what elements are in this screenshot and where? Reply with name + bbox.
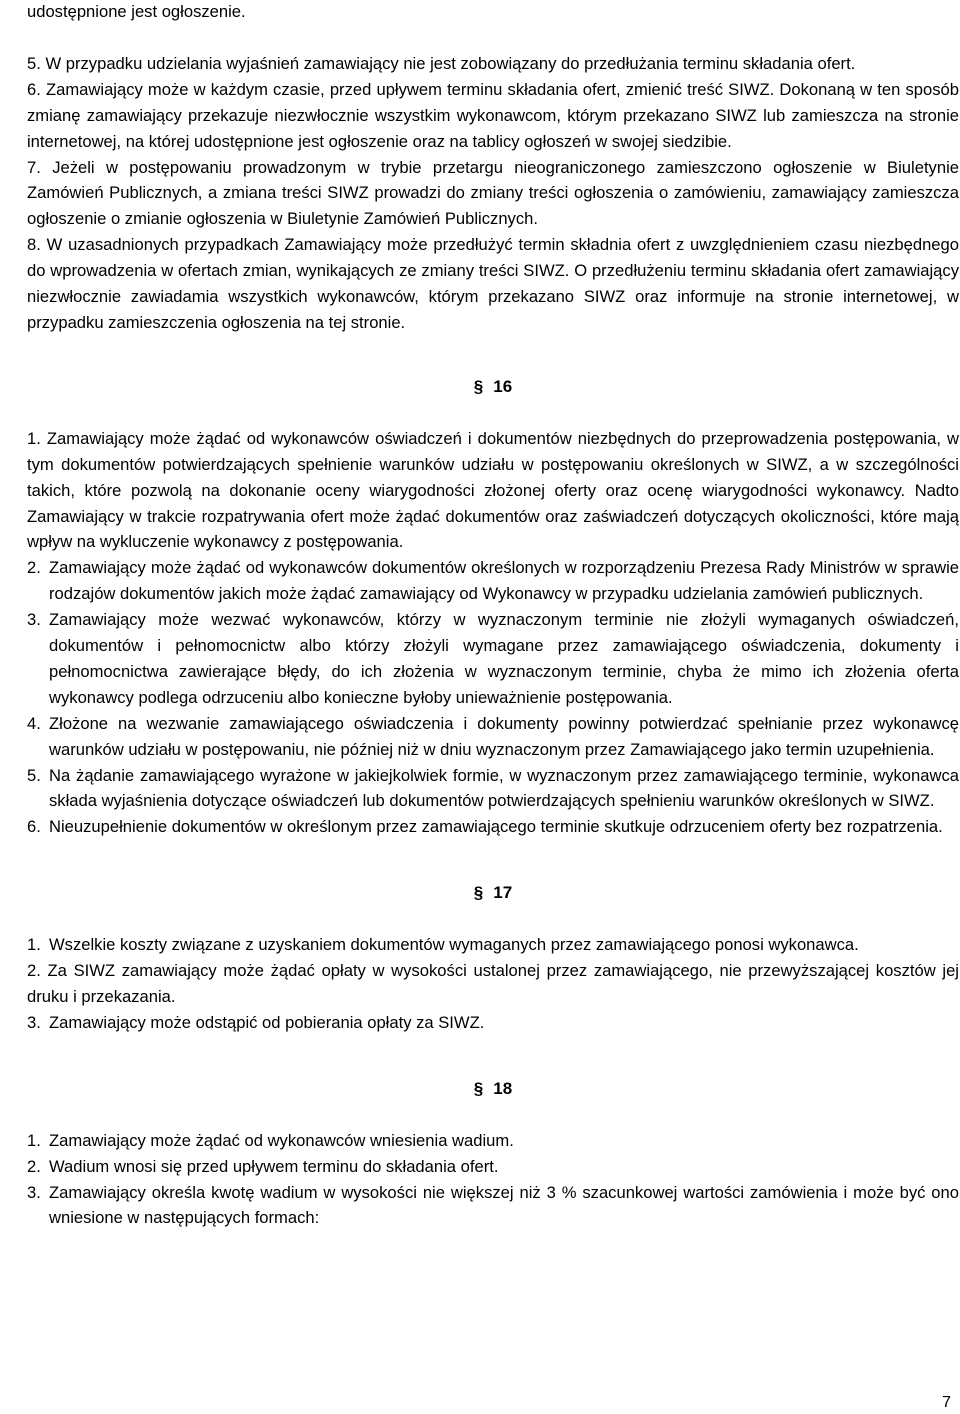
section-heading-18 bbox=[27, 1076, 959, 1102]
item-number: 6. bbox=[27, 79, 41, 99]
item-text: Wadium wnosi się przed upływem terminu do składania ofert. bbox=[49, 1156, 499, 1176]
spacer bbox=[27, 400, 959, 426]
item-number: 3. bbox=[27, 1012, 41, 1032]
item-text: Zamawiający może żądać od wykonawców oświadczeń i dokumentów niezbędnych do przeprowadzenia postępowania, w tym dokumentów potwierdzających spełnienie warunków udziału w postępowaniu określonych w SIWZ, a w szczególności takich, które pozwolą na dokonanie oceny wiarygodności złożonej oferty oraz ocenę wiarygodności wykonawcy. Nadto Zamawiający w trakcie rozpatrywania ofert może żądać dokumentów oraz zaświadczeń dotyczących okoliczności, które mają wpływ na wykluczenie wykonawcy z postępowania. bbox=[27, 428, 959, 552]
item-text: W uzasadnionych przypadkach Zamawiający może przedłużyć termin składnia ofert z uwzględnieniem czasu niezbędnego do wprowadzenia w ofertach zmian, wynikających ze zmiany treści SIWZ. O przedłużeniu terminu składania ofert zamawiający niezwłocznie zawiadamia wszystkich wykonawców, którym przekazano SIWZ oraz informuje na stronie internetowej, w przypadku zamieszczenia ogłoszenia na tej stronie. bbox=[27, 235, 959, 332]
block-changes bbox=[27, 51, 959, 336]
item-number: 1. bbox=[27, 1130, 41, 1150]
item-number: 5. bbox=[27, 765, 41, 785]
spacer bbox=[27, 1036, 959, 1076]
spacer bbox=[27, 840, 959, 880]
list-item bbox=[27, 711, 959, 763]
item-number: 5. bbox=[27, 53, 41, 73]
section-16-list bbox=[27, 426, 959, 841]
section-17-list bbox=[27, 932, 959, 1036]
item-number: 1. bbox=[27, 935, 41, 955]
list-item bbox=[27, 1128, 959, 1154]
list-item bbox=[27, 1154, 959, 1180]
item-number: 3. bbox=[27, 1182, 41, 1202]
item-text: Nieuzupełnienie dokumentów w określonym przez zamawiającego terminie skutkuje odrzuceniem oferty bez rozpatrzenia. bbox=[49, 817, 943, 837]
list-item bbox=[27, 932, 959, 958]
item-text: Zamawiający może żądać od wykonawców wniesienia wadium. bbox=[49, 1130, 514, 1150]
item-text: Zamawiający określa kwotę wadium w wysokości nie większej niż 3 % szacunkowej wartości zamówienia i może być ono wniesione w następujących formach: bbox=[49, 1182, 959, 1228]
item-number: 7. bbox=[27, 157, 41, 177]
spacer bbox=[27, 906, 959, 932]
section-18-list bbox=[27, 1128, 959, 1232]
item-text: W przypadku udzielania wyjaśnień zamawiający nie jest zobowiązany do przedłużania terminu składania ofert. bbox=[45, 53, 856, 73]
list-item bbox=[27, 77, 959, 155]
item-number: 8. bbox=[27, 235, 41, 255]
list-item bbox=[27, 1010, 959, 1036]
item-text: Zamawiający może wezwać wykonawców, którzy w wyznaczonym terminie nie złożyli wymaganych oświadczeń, dokumentów i pełnomocnictw albo którzy złożyli wymagane przez zamawiającego oświadczenia, dokumenty i pełnomocnictwa zawierające błędy, do ich złożenia w wyznaczonym terminie, chyba że mimo ich złożenia oferta wykonawcy podlega odrzuceniu albo konieczne byłoby unieważnienie postępowania. bbox=[49, 610, 959, 707]
list-item bbox=[27, 426, 959, 556]
item-text: Jeżeli w postępowaniu prowadzonym w trybie przetargu nieograniczonego zamieszczono ogłoszenie w Biuletynie Zamówień Publicznych, a zmiana treści SIWZ prowadzi do zmiany treści ogłoszenia o zamówieniu, zamawiający zamieszcza ogłoszenie o zmianie ogłoszenia w Biuletynie Zamówień Publicznych. bbox=[27, 157, 959, 229]
section-number: 18 bbox=[493, 1078, 513, 1098]
list-item bbox=[27, 1180, 959, 1232]
list-item bbox=[27, 814, 959, 840]
section-number: 16 bbox=[493, 376, 513, 396]
list-item bbox=[27, 607, 959, 711]
list-item bbox=[27, 958, 959, 1010]
item-number: 2. bbox=[27, 961, 41, 981]
item-number: 1. bbox=[27, 428, 41, 448]
list-item bbox=[27, 51, 959, 77]
paragraph-sign: § bbox=[473, 883, 484, 903]
item-text: Za SIWZ zamawiający może żądać opłaty w wysokości ustalonej przez zamawiającego, nie przewyższającej kosztów jej druku i przekazania. bbox=[27, 961, 959, 1006]
spacer bbox=[27, 336, 959, 374]
list-item bbox=[27, 232, 959, 336]
spacer bbox=[27, 25, 959, 51]
item-number: 2. bbox=[27, 558, 41, 578]
item-text: Zamawiający może odstąpić od pobierania opłaty za SIWZ. bbox=[49, 1012, 485, 1032]
paragraph-sign: § bbox=[473, 1078, 484, 1098]
section-heading-17 bbox=[27, 880, 959, 906]
item-text: Zamawiający może w każdym czasie, przed upływem terminu składania ofert, zmienić treść SIWZ. Dokonaną w ten sposób zmianę zamawiający przekazuje niezwłocznie wszystkim wykonawcom, którym przekazano SIWZ lub zamieszcza na stronie internetowej, na której udostępnione jest ogłoszenie oraz na tablicy ogłoszeń w swojej siedzibie. bbox=[27, 79, 959, 151]
list-item bbox=[27, 763, 959, 815]
list-item bbox=[27, 555, 959, 607]
paragraph-sign: § bbox=[473, 376, 484, 396]
spacer bbox=[27, 1102, 959, 1128]
item-number: 4. bbox=[27, 713, 41, 733]
section-heading-16 bbox=[27, 374, 959, 400]
page-number: 7 bbox=[942, 1394, 951, 1411]
item-number: 2. bbox=[27, 1156, 41, 1176]
section-number: 17 bbox=[493, 883, 513, 903]
item-text: Złożone na wezwanie zamawiającego oświadczenia i dokumenty powinny potwierdzać spełnianie przez wykonawcę warunków udziału w postępowaniu, nie później niż w dniu wyznaczonym przez Zamawiającego jako termin uzupełnienia. bbox=[49, 713, 959, 759]
list-item bbox=[27, 155, 959, 233]
item-number: 6. bbox=[27, 817, 41, 837]
intro-line: udostępnione jest ogłoszenie. bbox=[27, 2, 246, 21]
item-text: Wszelkie koszty związane z uzyskaniem dokumentów wymaganych przez zamawiającego ponosi wykonawca. bbox=[49, 935, 859, 955]
document-page bbox=[27, 0, 959, 1231]
item-number: 3. bbox=[27, 610, 41, 630]
item-text: Zamawiający może żądać od wykonawców dokumentów określonych w rozporządzeniu Prezesa Rady Ministrów w sprawie rodzajów dokumentów jakich może żądać zamawiający od Wykonawcy w przypadku udzielania zamówień publicznych. bbox=[49, 558, 959, 604]
item-text: Na żądanie zamawiającego wyrażone w jakiejkolwiek formie, w wyznaczonym przez zamawiającego terminie, wykonawca składa wyjaśnienia dotyczące oświadczeń lub dokumentów potwierdzających spełnieniu warunków określonych w SIWZ. bbox=[49, 765, 959, 811]
